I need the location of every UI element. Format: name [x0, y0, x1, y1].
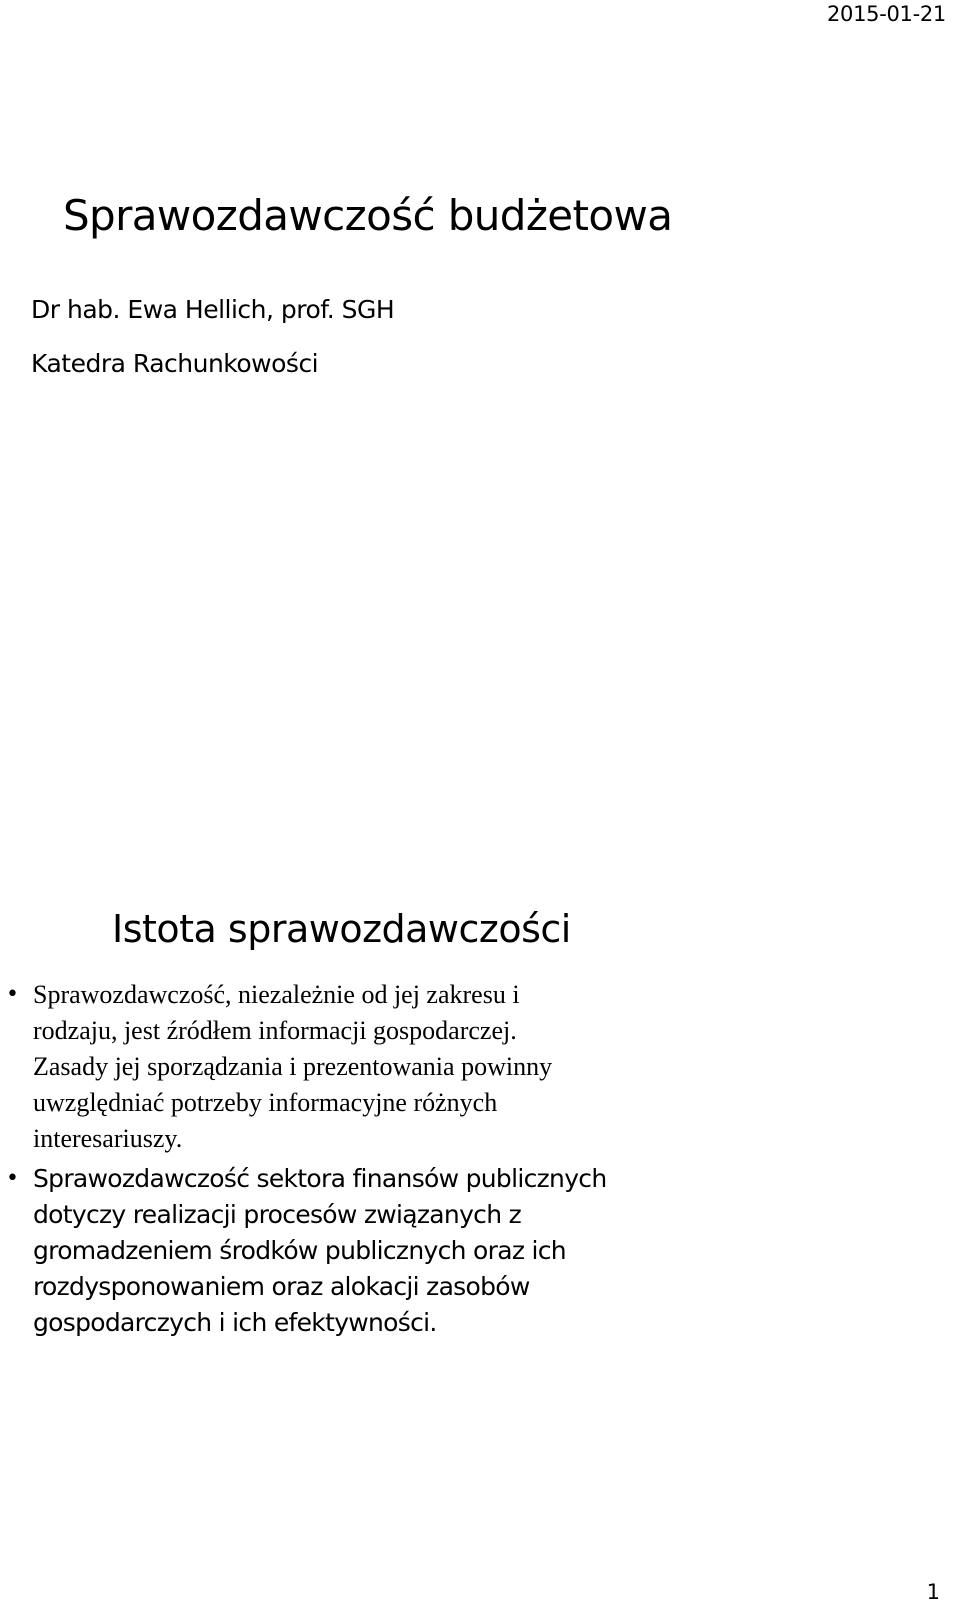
bullet-line: dotyczy realizacji procesów związanych z	[33, 1200, 522, 1229]
department-line: Katedra Rachunkowości	[31, 349, 319, 378]
bullet-line: Sprawozdawczość sektora finansów publicznych	[33, 1164, 607, 1193]
bullet-list	[0, 977, 960, 1341]
bullet-dot: •	[6, 982, 19, 1007]
bullet-item-2	[0, 1161, 713, 1341]
slide2-title: Istota sprawozdawczości	[112, 907, 571, 951]
page-number: 1	[926, 1580, 940, 1604]
bullet-line: gromadzeniem środków publicznych oraz ich	[33, 1236, 566, 1265]
bullet-line: Zasady jej sporządzania i prezentowania powinny	[33, 1052, 553, 1081]
bullet-item-1	[0, 977, 713, 1157]
bullet-line: gospodarczych i ich efektywności.	[33, 1308, 437, 1337]
slide1-title: Sprawozdawczość budżetowa	[63, 191, 673, 240]
bullet-dot: •	[6, 1166, 19, 1191]
bullet-line: interesariuszy.	[33, 1124, 183, 1153]
page-date: 2015-01-21	[826, 2, 946, 26]
author-line: Dr hab. Ewa Hellich, prof. SGH	[31, 295, 395, 324]
bullet-line: rodzaju, jest źródłem informacji gospodarczej.	[33, 1016, 517, 1045]
bullet-line: uwzględniać potrzeby informacyjne różnych	[33, 1088, 498, 1117]
bullet-line: Sprawozdawczość, niezależnie od jej zakresu i	[33, 980, 520, 1009]
bullet-line: rozdysponowaniem oraz alokacji zasobów	[33, 1272, 530, 1301]
